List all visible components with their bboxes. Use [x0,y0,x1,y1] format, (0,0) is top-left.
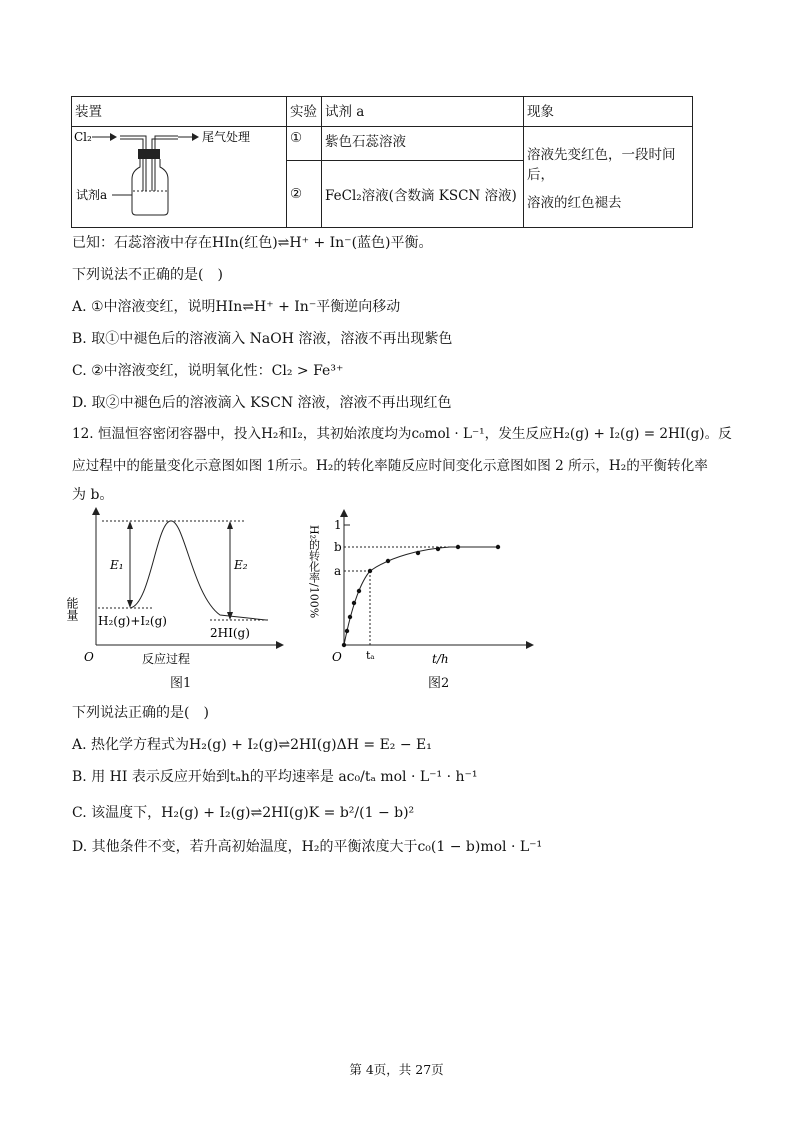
q12-stem-line1: 12. 恒温恒容密闭容器中，投入H₂和I₂，其初始浓度均为c₀mol · L⁻¹，发生反应H₂(g) + I₂(g) = 2HI(g)。反 [72,426,732,442]
fig2-data-point [352,601,356,605]
row2-num: ② [287,160,322,227]
row2-reagent: FeCl₂溶液(含数滴 KSCN 溶液) [322,160,524,227]
fig1-xlabel: 反应过程 [142,652,191,666]
fig1-e1-label: E₁ [110,558,124,572]
q12-option-b: B. 用 HI 表示反应开始到tₐh的平均速率是 ac₀/tₐ mol · L⁻¹ · h⁻¹ [72,769,478,785]
fig1-ylabel: 能量 [65,597,79,621]
q11-prompt: 下列说法不正确的是( ) [72,267,223,283]
page-footer: 第 4页，共 27页 [349,1062,444,1077]
fig1-e2-label: E₂ [234,558,248,572]
fig2-xlabel: t/h [432,652,449,666]
fig2-tick-a: a [334,564,342,578]
header-phenomenon: 现象 [524,97,693,127]
q11-option-d: D. 取②中褪色后的溶液滴入 KSCN 溶液，溶液不再出现红色 [72,395,452,411]
fig2-data-point [357,589,361,593]
fig1-reactants-label: H₂(g)+I₂(g) [98,614,167,628]
fig2-ylabel: H₂的转化率/100% [307,525,321,619]
fig2-data-point [368,569,372,573]
q11-option-c: C. ②中溶液变红，说明氧化性：Cl₂ > Fe³⁺ [72,363,344,379]
fig2-data-point [342,643,346,647]
fig2-tick-b: b [334,540,342,554]
fig2-caption: 图2 [428,676,450,691]
row1-reagent: 紫色石蕊溶液 [322,127,524,161]
fig2-data-point [345,629,349,633]
q12-stem-line2: 应过程中的能量变化示意图如图 1所示。H₂的转化率随反应时间变化示意图如图 2 所示，H₂的平衡转化率 [72,458,708,474]
q12-option-c: C. 该温度下，H₂(g) + I₂(g)⇌2HI(g)K = b²/(1 − b)² [72,805,415,821]
row1-num: ① [287,127,322,161]
q11-option-a: A. ①中溶液变红，说明HIn⇌H⁺ + In⁻平衡逆向移动 [72,299,401,315]
apparatus-diagram [72,127,280,223]
q11-option-b: B. 取①中褪色后的溶液滴入 NaOH 溶液，溶液不再出现紫色 [72,331,453,347]
fig1-caption: 图1 [170,676,192,691]
q12-stem-line3: 为 b。 [72,487,114,503]
fig1-origin: O [84,650,94,664]
phenomenon-cell [524,127,693,228]
fig1-products-label: 2HI(g) [210,626,250,640]
fig2-data-point [436,547,440,551]
reagent-a-label: 试剂a [76,188,108,202]
cl2-label: Cl₂ [74,130,92,144]
apparatus-cell [72,127,287,228]
fig2-data-point [416,551,420,555]
phenomenon-line1: 溶液先变红色，一段时间后， [527,147,676,183]
figure1-energy-diagram [65,505,290,675]
figure2-conversion-chart [307,505,540,675]
fig2-data-point [386,559,390,563]
q11-known: 已知：石蕊溶液中存在HIn(红色)⇌H⁺ + In⁻(蓝色)平衡。 [72,235,433,251]
fig2-data-point [456,545,460,549]
header-experiment: 实验 [287,97,322,127]
q12-option-a: A. 热化学方程式为H₂(g) + I₂(g)⇌2HI(g)ΔH = E₂ − E₁ [72,737,432,753]
phenomenon-line2: 溶液的红色褪去 [527,195,622,211]
experiment-table [71,96,693,228]
fig2-tick-ta: tₐ [366,649,375,662]
header-apparatus: 装置 [72,97,287,127]
q12-option-d: D. 其他条件不变，若升高初始温度，H₂的平衡浓度大于c₀(1 − b)mol · L⁻¹ [72,839,543,855]
fig2-data-point [348,615,352,619]
fig2-tick-1: 1 [334,518,342,532]
q12-prompt: 下列说法正确的是( ) [72,705,209,721]
header-reagent: 试剂 a [322,97,524,127]
fig2-data-point [496,545,500,549]
fig2-origin: O [332,650,342,664]
tail-gas-label: 尾气处理 [202,130,251,144]
